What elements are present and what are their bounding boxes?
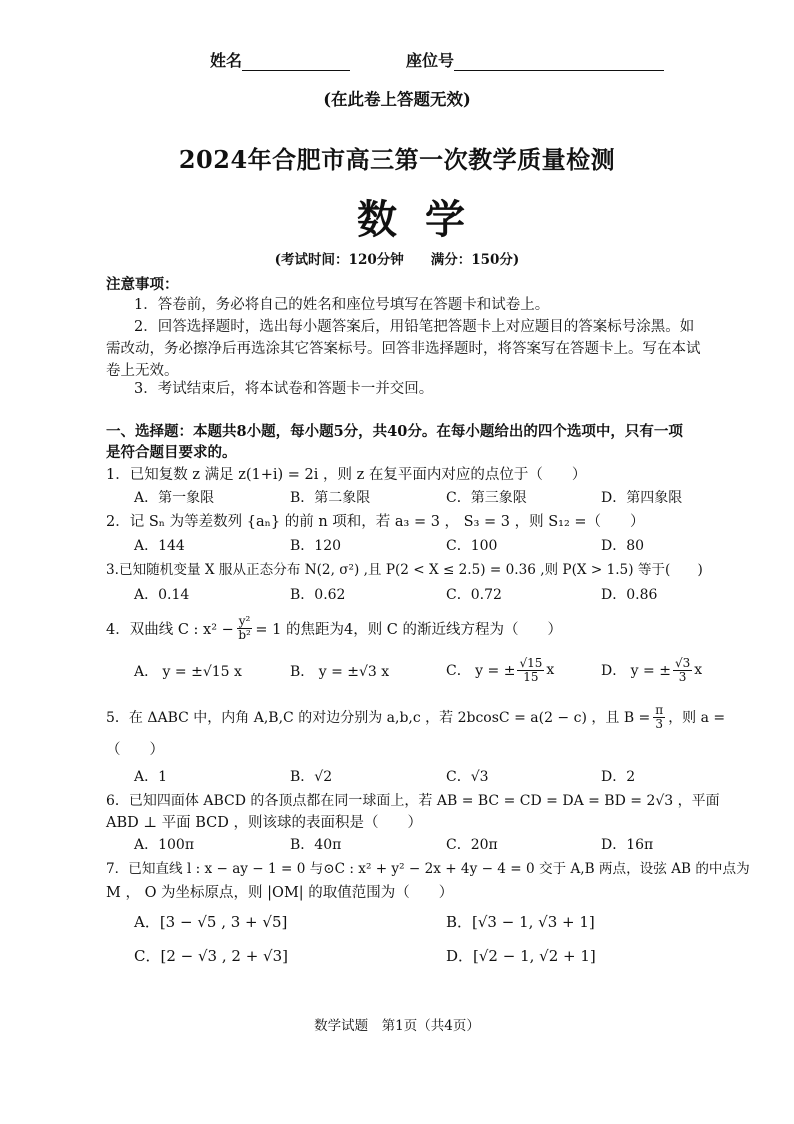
q3-option-b: B．0.62 [290, 587, 346, 603]
name-label: 姓名 [210, 51, 243, 70]
question-2-stem: 2．记 Sₙ 为等差数列 {aₙ} 的前 n 项和，若 a₃ = 3 ， S₃ = 3 ，则 S₁₂ =（ ） [106, 514, 645, 530]
q1-option-d: D．第四象限 [601, 490, 683, 506]
q5-option-d: D．2 [601, 769, 636, 785]
q6-option-a: A．100π [134, 837, 195, 853]
q4-c-num: √15 [519, 655, 543, 670]
q2-option-d: D．80 [601, 538, 645, 554]
q5-stem-pre: 5．在 ΔABC 中，内角 A,B,C 的对边分别为 a,b,c ，若 2bcosC = a(2 − c) ，且 B = [106, 710, 651, 726]
q2-option-c: C．100 [446, 538, 498, 554]
q5-fraction [653, 704, 665, 731]
page-footer: 数学试题 第1页（共4页） [314, 1018, 480, 1034]
subject-title: 数学 [357, 196, 493, 243]
q1-option-c: C．第三象限 [446, 490, 527, 506]
q4-option-b: B． y = ±√3 x [290, 664, 390, 680]
q2-option-b: B．120 [290, 538, 342, 554]
seat-field [406, 48, 664, 71]
question-3-stem: 3.已知随机变量 X 服从正态分布 N(2, σ²) ,且 P(2 < X ≤ 2.5) = 0.36 ,则 P(X > 1.5) 等于( ) [106, 562, 703, 578]
q5-option-c: C．√3 [446, 769, 489, 785]
q4-fraction [237, 615, 253, 642]
question-6-line1: 6．已知四面体 ABCD 的各顶点都在同一球面上，若 AB = BC = CD = DA = BD = 2√3 ，平面 [106, 793, 720, 809]
notes-item-1: 1．答卷前，务必将自己的姓名和座位号填写在答题卡和试卷上。 [134, 297, 550, 313]
q7-option-a: A．[3 − √5 , 3 + √5] [134, 913, 288, 931]
exam-title: 2024年合肥市高三第一次教学质量检测 [178, 145, 616, 174]
q3-option-a: A．0.14 [134, 587, 190, 603]
question-1-stem: 1．已知复数 z 满足 z(1+i) = 2i ，则 z 在复平面内对应的点位于（ ） [106, 467, 587, 483]
q7-option-b: B．[√3 − 1, √3 + 1] [446, 913, 595, 931]
q6-option-c: C．20π [446, 837, 498, 853]
q6-option-d: D．16π [601, 837, 654, 853]
q5-answer-paren: （ ） [106, 742, 164, 758]
notes-item-3: 3．考试结束后，将本试卷和答题卡一并交回。 [134, 381, 434, 397]
question-6-line2: ABD ⊥ 平面 BCD ，则该球的表面积是（ ） [106, 815, 422, 831]
q5-option-b: B．√2 [290, 769, 333, 785]
name-field [210, 48, 350, 71]
seat-label: 座位号 [406, 51, 455, 70]
name-blank [242, 52, 350, 71]
q4-c-pre: C． y = ± [446, 663, 516, 679]
q4-frac-num: y² [238, 613, 251, 628]
seat-blank [454, 52, 664, 71]
q4-c-den: 15 [523, 669, 539, 684]
q3-option-d: D．0.86 [601, 587, 658, 603]
q4-d-den: 3 [678, 669, 687, 684]
q4-c-fraction [517, 657, 544, 684]
q3-option-c: C．0.72 [446, 587, 502, 603]
q4-option-a: A． y = ±√15 x [134, 664, 242, 680]
question-4-stem [106, 610, 562, 646]
q4-d-pre: D． y = ± [601, 663, 671, 679]
q5-stem-post: ，则 a = [668, 710, 726, 726]
q4-stem-pre: 4．双曲线 C : x² − [106, 621, 234, 638]
q5-option-a: A．1 [134, 769, 168, 785]
question-7-line1: 7．已知直线 l : x − ay − 1 = 0 与⊙C : x² + y² − 2x + 4y − 4 = 0 交于 A,B 两点，设弦 AB 的中点为 [106, 861, 750, 877]
section-heading-line2: 是符合题目要求的。 [106, 444, 237, 461]
q4-d-num: √3 [674, 655, 691, 670]
q2-option-a: A．144 [134, 538, 185, 554]
invalid-notice: (在此卷上答题无效) [323, 90, 471, 109]
q5-frac-num: π [655, 702, 664, 717]
q4-option-d [601, 650, 702, 690]
q1-option-a: A．第一象限 [134, 490, 215, 506]
q4-c-post: x [546, 662, 555, 678]
q4-option-c [446, 650, 554, 690]
notes-item-2b: 需改动，务必擦净后再选涂其它答案标号。回答非选择题时，将答案写在答题卡上。写在本试 [106, 341, 701, 357]
notes-item-2c: 卷上无效。 [106, 363, 179, 379]
question-7-line2: M ， O 为坐标原点，则 |OM| 的取值范围为（ ） [106, 885, 454, 901]
q4-d-fraction [673, 657, 692, 684]
q5-frac-den: 3 [655, 716, 664, 731]
q4-d-post: x [694, 662, 703, 678]
notes-title: 注意事项： [106, 276, 179, 293]
exam-info: (考试时间：120分钟 满分：150分) [274, 252, 520, 268]
q7-option-c: C．[2 − √3 , 2 + √3] [134, 947, 288, 965]
question-5-stem [106, 700, 725, 734]
section-heading-line1: 一、选择题：本题共8小题，每小题5分，共40分。在每小题给出的四个选项中，只有一项 [106, 423, 683, 440]
q4-frac-den: b² [238, 627, 251, 642]
notes-item-2a: 2．回答选择题时，选出每小题答案后，用铅笔把答题卡上对应题目的答案标号涂黑。如 [134, 319, 695, 335]
q7-option-d: D．[√2 − 1, √2 + 1] [446, 947, 596, 965]
q4-stem-post: = 1 的焦距为4，则 C 的渐近线方程为（ ） [255, 621, 563, 638]
q1-option-b: B．第二象限 [290, 490, 371, 506]
q6-option-b: B．40π [290, 837, 342, 853]
